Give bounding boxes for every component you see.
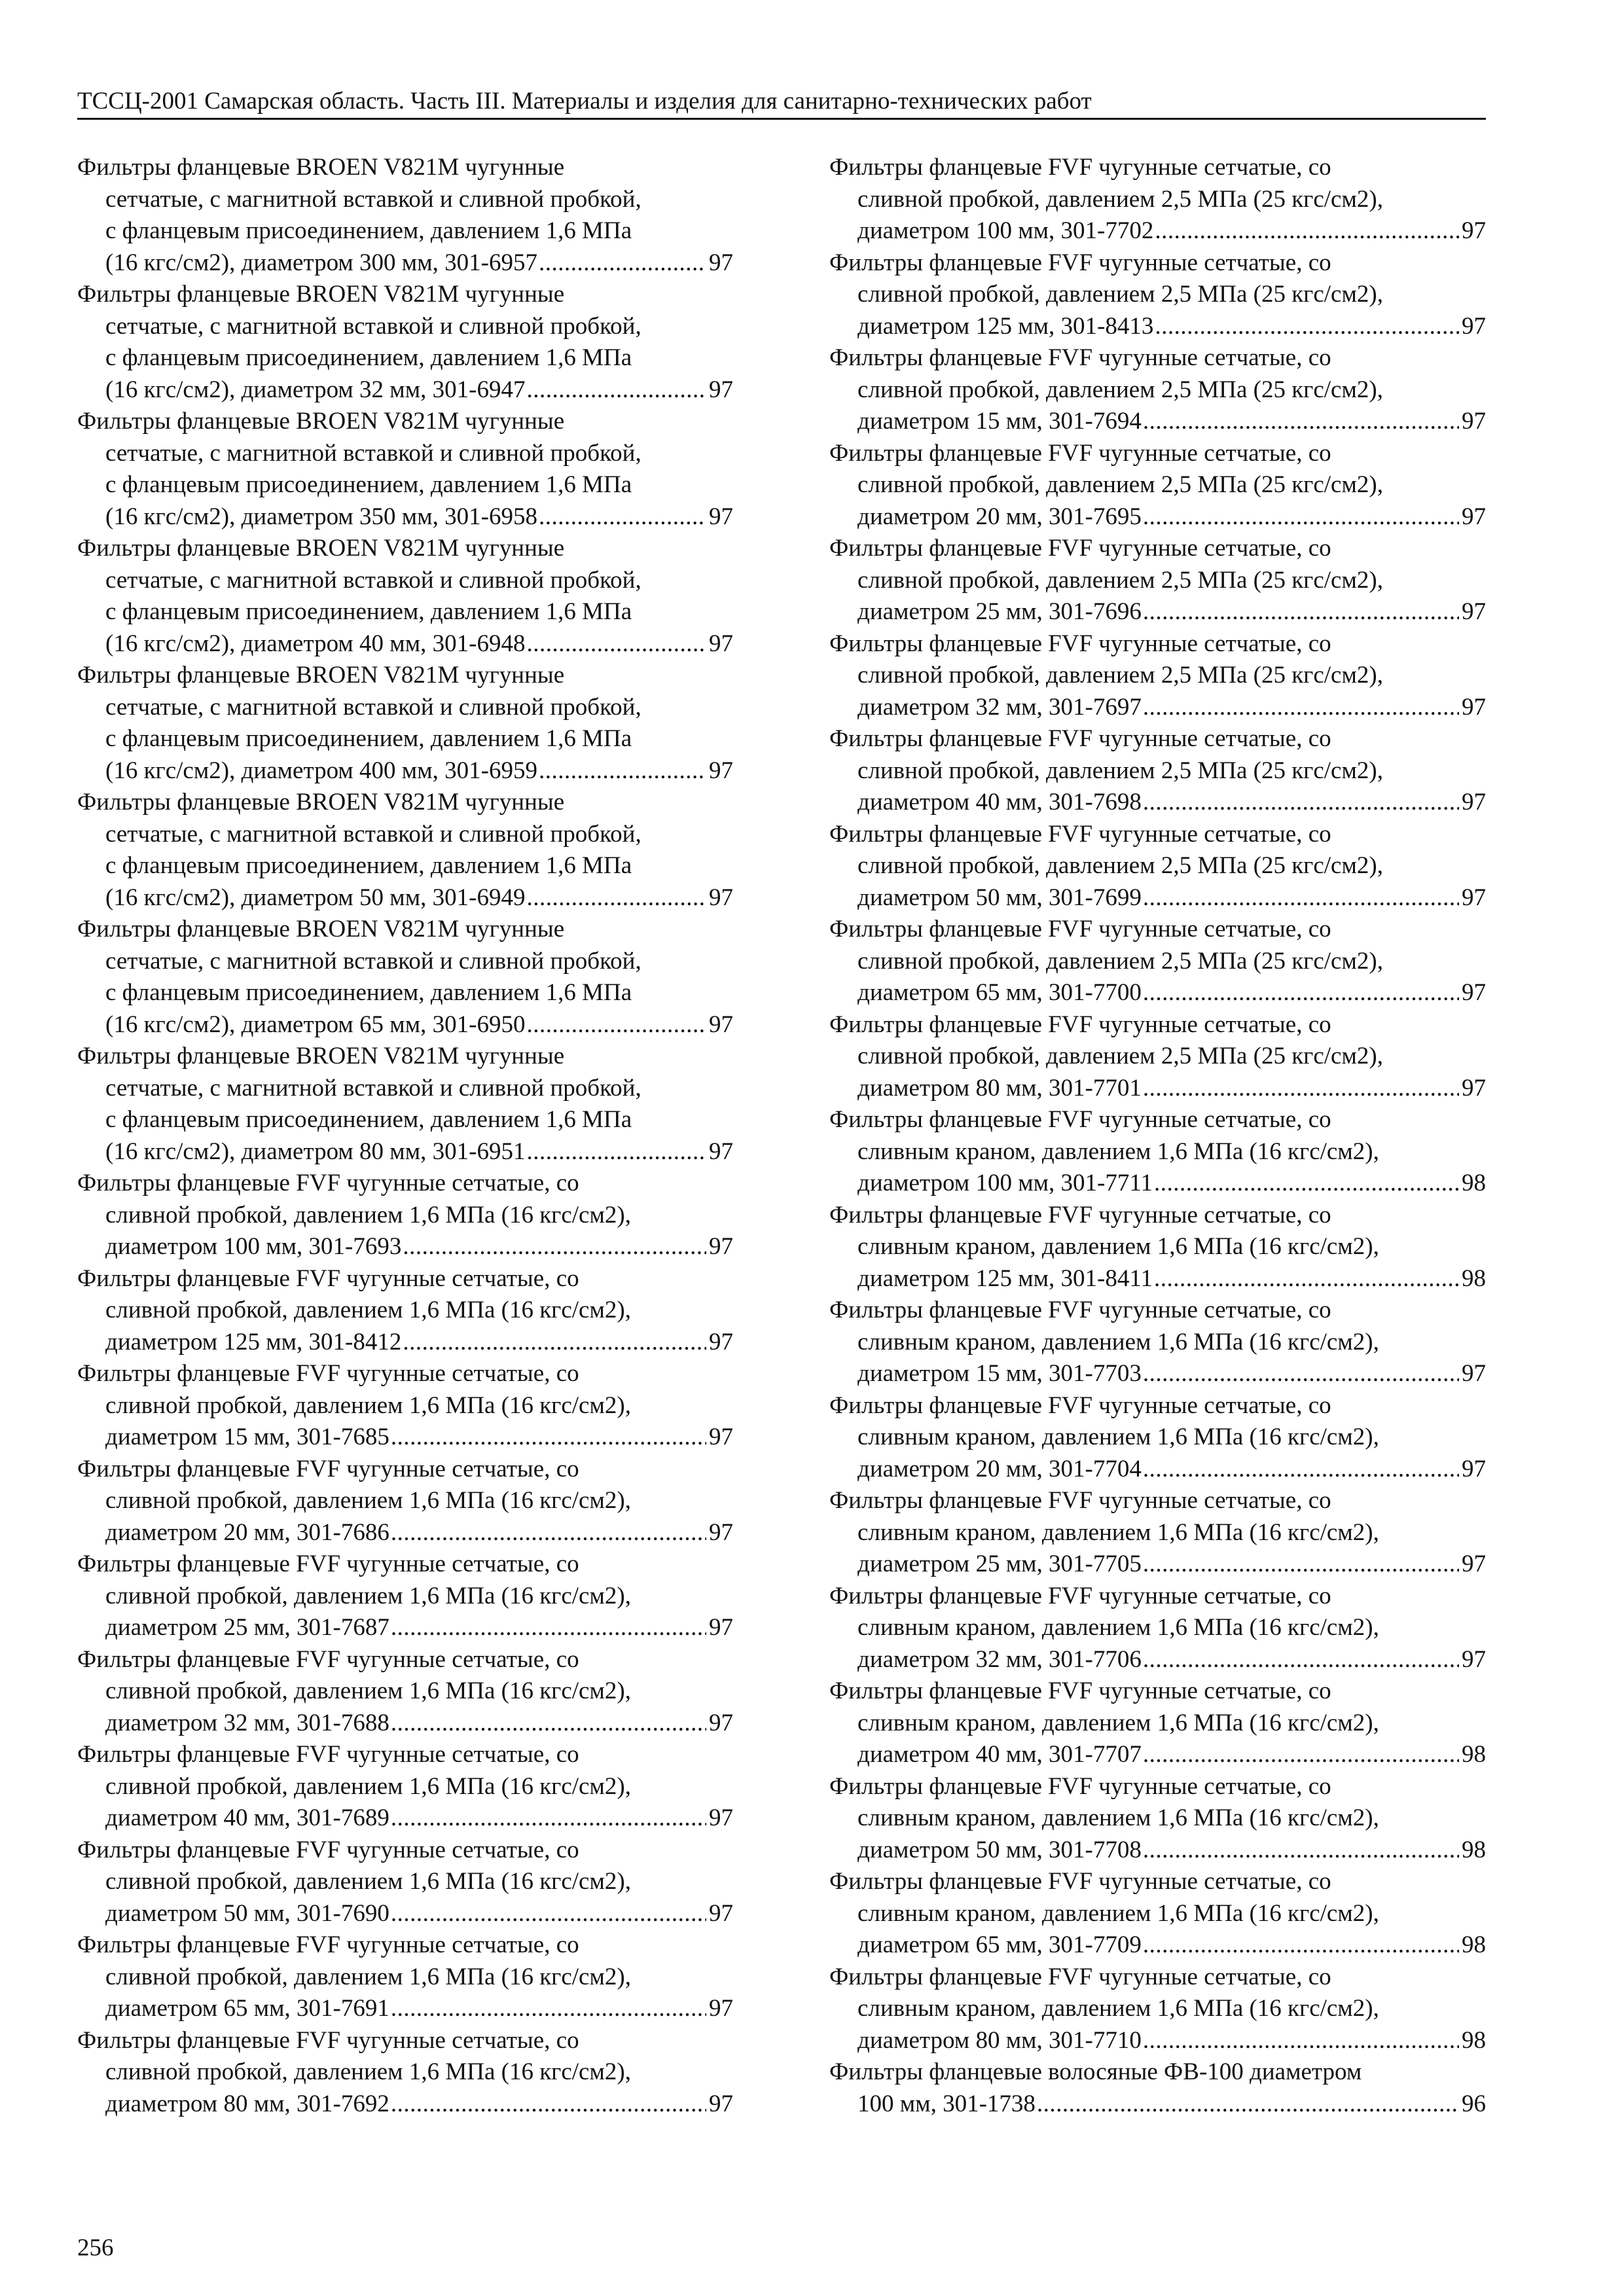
index-entry: [829, 914, 1486, 1009]
entry-code: диаметром 125 мм, 301-8413: [857, 312, 1154, 340]
entry-last-line: [829, 2089, 1486, 2121]
entry-code: диаметром 25 мм, 301-7696: [857, 598, 1142, 625]
entry-text-line: сливным краном, давлением 1,6 МПа (16 кгс/см2),: [857, 1233, 1379, 1260]
entry-title: Фильтры фланцевые BROEN V821M чугунные: [77, 662, 565, 689]
index-entry: [829, 533, 1486, 628]
entry-code: диаметром 25 мм, 301-7687: [105, 1614, 389, 1641]
index-entry: [77, 1041, 733, 1168]
entry-page-ref: 97: [709, 630, 733, 657]
entry-text-line: с фланцевым присоединением, давлением 1,6 МПа: [105, 217, 632, 244]
index-entry: [829, 1962, 1486, 2057]
entry-last-line: [77, 628, 733, 660]
entry-text-line: сливной пробкой, давлением 2,5 МПа (25 кгс/см2),: [857, 471, 1383, 498]
entry-last-line: [77, 1898, 733, 1930]
entry-text-line: с фланцевым присоединением, давлением 1,6 МПа: [105, 852, 632, 879]
index-entry: [77, 152, 733, 279]
entry-last-line: [829, 1739, 1486, 1771]
entry-text-line: сливной пробкой, давлением 2,5 МПа (25 кгс/см2),: [857, 566, 1383, 594]
dot-leader: [1143, 787, 1459, 819]
entry-page-ref: 97: [709, 884, 733, 911]
entry-title: Фильтры фланцевые FVF чугунные сетчатые, со: [829, 820, 1331, 848]
entry-text-line: сливной пробкой, давлением 1,6 МПа (16 кгс/см2),: [105, 1201, 631, 1229]
entry-title: Фильтры фланцевые FVF чугунные сетчатые, со: [77, 1836, 579, 1863]
entry-text-line: с фланцевым присоединением, давлением 1,6 МПа: [105, 471, 632, 498]
dot-leader: [526, 1136, 706, 1168]
entry-page-ref: 97: [709, 757, 733, 784]
entry-title: Фильтры фланцевые FVF чугунные сетчатые, со: [829, 1487, 1331, 1514]
entry-code: (16 кгс/см2), диаметром 80 мм, 301-6951: [105, 1138, 526, 1165]
entry-title: Фильтры фланцевые FVF чугунные сетчатые, со: [829, 344, 1331, 371]
entry-title: Фильтры фланцевые BROEN V821M чугунные: [77, 154, 565, 181]
entry-text-line: сливной пробкой, давлением 2,5 МПа (25 кгс/см2),: [857, 376, 1383, 403]
entry-page-ref: 97: [1462, 217, 1486, 244]
index-entry: [829, 2056, 1486, 2120]
entry-last-line: [77, 374, 733, 406]
index-entry: [77, 2025, 733, 2121]
entry-title: Фильтры фланцевые FVF чугунные сетчатые, со: [77, 1265, 579, 1292]
entry-last-line: [77, 501, 733, 533]
entry-code: диаметром 100 мм, 301-7693: [105, 1233, 402, 1260]
index-entry: [77, 914, 733, 1041]
entry-page-ref: 97: [709, 1424, 733, 1450]
entry-code: диаметром 25 мм, 301-7705: [857, 1551, 1142, 1577]
entry-last-line: [829, 1835, 1486, 1867]
entry-text-line: сливным краном, давлением 1,6 МПа (16 кгс/см2),: [857, 1995, 1379, 2022]
index-entry: [77, 1549, 733, 1644]
dot-leader: [526, 1009, 706, 1041]
entry-text-line: сливной пробкой, давлением 1,6 МПа (16 кгс/см2),: [105, 1963, 631, 1990]
entry-title: Фильтры фланцевые FVF чугунные сетчатые, со: [829, 1677, 1331, 1704]
entry-code: диаметром 65 мм, 301-7700: [857, 979, 1142, 1006]
entry-text-line: сливным краном, давлением 1,6 МПа (16 кгс/см2),: [857, 1424, 1379, 1450]
entry-title: Фильтры фланцевые BROEN V821M чугунные: [77, 281, 565, 308]
dot-leader: [526, 374, 706, 406]
entry-page-ref: 97: [1462, 789, 1486, 816]
dot-leader: [1143, 977, 1459, 1009]
entry-title: Фильтры фланцевые FVF чугунные сетчатые, со: [77, 1645, 579, 1673]
index-entry: [829, 1390, 1486, 1486]
entry-last-line: [829, 977, 1486, 1009]
entry-text-line: сетчатые, с магнитной вставкой и сливной пробкой,: [105, 947, 641, 975]
entry-last-line: [829, 311, 1486, 343]
dot-leader: [1155, 311, 1459, 343]
entry-text-line: сливной пробкой, давлением 2,5 МПа (25 кгс/см2),: [857, 662, 1383, 689]
entry-last-line: [829, 1929, 1486, 1962]
dot-leader: [391, 1708, 706, 1740]
entry-last-line: [77, 1517, 733, 1549]
index-entry: [829, 819, 1486, 914]
entry-page-ref: 97: [709, 249, 733, 276]
dot-leader: [1143, 1073, 1459, 1105]
entry-last-line: [829, 215, 1486, 247]
entry-page-ref: 97: [709, 376, 733, 403]
entry-text-line: с фланцевым присоединением, давлением 1,6 МПа: [105, 344, 632, 371]
entry-title: Фильтры фланцевые FVF чугунные сетчатые, со: [829, 535, 1331, 562]
entry-last-line: [829, 2025, 1486, 2057]
index-entry: [77, 1644, 733, 1740]
dot-leader: [391, 2089, 706, 2121]
index-entry: [77, 1263, 733, 1359]
dot-leader: [1143, 1929, 1459, 1962]
entry-code: диаметром 15 мм, 301-7685: [105, 1424, 389, 1450]
dot-leader: [539, 501, 706, 533]
entry-page-ref: 97: [1462, 598, 1486, 625]
entry-page-ref: 97: [1462, 693, 1486, 721]
dot-leader: [391, 1993, 706, 2025]
entry-title: Фильтры фланцевые BROEN V821M чугунные: [77, 916, 565, 942]
entry-last-line: [77, 1422, 733, 1454]
entry-code: (16 кгс/см2), диаметром 300 мм, 301-6957: [105, 249, 537, 276]
entry-last-line: [77, 1803, 733, 1835]
entry-page-ref: 97: [709, 2090, 733, 2117]
dot-leader: [1037, 2089, 1459, 2121]
entry-last-line: [77, 1612, 733, 1644]
entry-page-ref: 97: [709, 1995, 733, 2022]
entry-last-line: [77, 1136, 733, 1168]
entry-page-ref: 97: [709, 1518, 733, 1546]
entry-page-ref: 97: [1462, 979, 1486, 1006]
entry-last-line: [829, 787, 1486, 819]
index-entry: [77, 1358, 733, 1454]
entry-last-line: [77, 1708, 733, 1740]
entry-code: диаметром 125 мм, 301-8411: [857, 1265, 1153, 1292]
entry-page-ref: 97: [709, 1804, 733, 1831]
entry-text-line: сливной пробкой, давлением 1,6 МПа (16 кгс/см2),: [105, 1391, 631, 1419]
entry-title: Фильтры фланцевые FVF чугунные сетчатые, со: [829, 1963, 1331, 1990]
entry-last-line: [77, 1327, 733, 1359]
entry-last-line: [829, 406, 1486, 438]
entry-code: диаметром 15 мм, 301-7703: [857, 1360, 1142, 1387]
entry-text-line: сливной пробкой, давлением 2,5 МПа (25 кгс/см2),: [857, 1043, 1383, 1069]
entry-code: (16 кгс/см2), диаметром 32 мм, 301-6947: [105, 376, 526, 403]
index-entry: [829, 1104, 1486, 1200]
index-entry: [77, 1835, 733, 1930]
entry-page-ref: 97: [1462, 1360, 1486, 1387]
entry-page-ref: 97: [709, 1233, 733, 1260]
index-entry: [77, 1168, 733, 1263]
entry-title: Фильтры фланцевые FVF чугунные сетчатые, со: [77, 1455, 579, 1482]
index-entry: [77, 1739, 733, 1835]
entry-last-line: [829, 501, 1486, 533]
entry-last-line: [829, 596, 1486, 628]
index-entry: [829, 1009, 1486, 1105]
entry-text-line: с фланцевым присоединением, давлением 1,6 МПа: [105, 725, 632, 752]
entry-code: диаметром 100 мм, 301-7702: [857, 217, 1154, 244]
dot-leader: [1143, 1549, 1459, 1581]
entry-title: Фильтры фланцевые FVF чугунные сетчатые, со: [829, 1297, 1331, 1323]
entry-text-line: сливной пробкой, давлением 1,6 МПа (16 кгс/см2),: [105, 2058, 631, 2085]
dot-leader: [1143, 596, 1459, 628]
dot-leader: [526, 628, 706, 660]
entry-last-line: [829, 1358, 1486, 1390]
dot-leader: [1143, 501, 1459, 533]
entry-page-ref: 97: [1462, 408, 1486, 435]
entry-last-line: [829, 1263, 1486, 1295]
dot-leader: [1143, 406, 1459, 438]
entry-text-line: сетчатые, с магнитной вставкой и сливной пробкой,: [105, 1074, 641, 1102]
entry-text-line: с фланцевым присоединением, давлением 1,6 МПа: [105, 1106, 632, 1133]
entry-code: (16 кгс/см2), диаметром 50 мм, 301-6949: [105, 884, 526, 911]
entry-text-line: сливной пробкой, давлением 1,6 МПа (16 кгс/см2),: [105, 1297, 631, 1323]
entry-code: диаметром 65 мм, 301-7691: [105, 1995, 389, 2022]
entry-last-line: [829, 1549, 1486, 1581]
index-entry: [77, 1454, 733, 1549]
entry-page-ref: 97: [1462, 1455, 1486, 1482]
entry-page-ref: 97: [1462, 503, 1486, 530]
entry-text-line: с фланцевым присоединением, давлением 1,6 МПа: [105, 598, 632, 625]
entry-code: диаметром 50 мм, 301-7699: [857, 884, 1142, 911]
entry-code: диаметром 32 мм, 301-7706: [857, 1645, 1142, 1673]
dot-leader: [391, 1612, 706, 1644]
index-entry: [77, 406, 733, 533]
index-entry: [829, 1295, 1486, 1390]
entry-title: Фильтры фланцевые FVF чугунные сетчатые, со: [77, 1360, 579, 1387]
entry-code: диаметром 40 мм, 301-7698: [857, 789, 1142, 816]
entry-title: Фильтры фланцевые FVF чугунные сетчатые, со: [829, 1106, 1331, 1133]
dot-leader: [1154, 1168, 1459, 1200]
entry-page-ref: 97: [709, 1899, 733, 1927]
entry-last-line: [829, 882, 1486, 914]
entry-last-line: [829, 692, 1486, 724]
entry-title: Фильтры фланцевые FVF чугунные сетчатые, со: [77, 1741, 579, 1768]
entry-last-line: [77, 2089, 733, 2121]
entry-last-line: [829, 1168, 1486, 1200]
index-entry: [77, 787, 733, 914]
entry-code: диаметром 15 мм, 301-7694: [857, 408, 1142, 435]
index-entry: [829, 438, 1486, 533]
dot-leader: [1143, 1454, 1459, 1486]
entry-text-line: сетчатые, с магнитной вставкой и сливной пробкой,: [105, 439, 641, 467]
entry-code: диаметром 100 мм, 301-7711: [857, 1170, 1153, 1196]
entry-text-line: сливной пробкой, давлением 2,5 МПа (25 кгс/см2),: [857, 281, 1383, 308]
entry-title: Фильтры фланцевые BROEN V821M чугунные: [77, 1043, 565, 1069]
entry-title: Фильтры фланцевые FVF чугунные сетчатые, со: [77, 1170, 579, 1196]
entry-code: диаметром 80 мм, 301-7710: [857, 2026, 1142, 2054]
entry-page-ref: 96: [1462, 2090, 1486, 2117]
entry-title: Фильтры фланцевые FVF чугунные сетчатые, со: [829, 1868, 1331, 1895]
entry-code: диаметром 65 мм, 301-7709: [857, 1931, 1142, 1958]
index-entry: [77, 533, 733, 660]
entry-last-line: [77, 755, 733, 787]
entry-title: Фильтры фланцевые FVF чугунные сетчатые, со: [829, 249, 1331, 276]
entry-text-line: сливной пробкой, давлением 2,5 МПа (25 кгс/см2),: [857, 185, 1383, 213]
entry-title: Фильтры фланцевые FVF чугунные сетчатые, со: [829, 154, 1331, 181]
dot-leader: [1143, 1739, 1459, 1771]
entry-title: Фильтры фланцевые BROEN V821M чугунные: [77, 789, 565, 816]
entry-page-ref: 97: [1462, 1551, 1486, 1577]
entry-last-line: [77, 1993, 733, 2025]
entry-text-line: сетчатые, с магнитной вставкой и сливной пробкой,: [105, 693, 641, 721]
entry-text-line: сливным краном, давлением 1,6 МПа (16 кгс/см2),: [857, 1138, 1379, 1165]
entry-code: диаметром 50 мм, 301-7708: [857, 1836, 1142, 1863]
dot-leader: [1143, 1644, 1459, 1676]
entry-text-line: сетчатые, с магнитной вставкой и сливной пробкой,: [105, 185, 641, 213]
index-entry: [829, 247, 1486, 343]
entry-text-line: сетчатые, с магнитной вставкой и сливной пробкой,: [105, 312, 641, 340]
entry-code: диаметром 32 мм, 301-7697: [857, 693, 1142, 721]
entry-code: 100 мм, 301-1738: [857, 2090, 1036, 2117]
entry-title: Фильтры фланцевые FVF чугунные сетчатые, со: [829, 1772, 1331, 1800]
entry-code: диаметром 40 мм, 301-7689: [105, 1804, 389, 1831]
entry-page-ref: 98: [1462, 1265, 1486, 1292]
entry-text-line: сливной пробкой, давлением 2,5 МПа (25 кгс/см2),: [857, 852, 1383, 879]
entry-page-ref: 97: [709, 1614, 733, 1641]
dot-leader: [1143, 692, 1459, 724]
entry-page-ref: 97: [1462, 884, 1486, 911]
entry-title: Фильтры фланцевые BROEN V821M чугунные: [77, 408, 565, 435]
entry-title: Фильтры фланцевые FVF чугунные сетчатые, со: [829, 916, 1331, 942]
entry-title: Фильтры фланцевые FVF чугунные сетчатые, со: [829, 725, 1331, 752]
index-entry: [829, 628, 1486, 724]
dot-leader: [391, 1803, 706, 1835]
index-column-left: [77, 152, 733, 2120]
entry-last-line: [77, 1009, 733, 1041]
entry-text-line: сливным краном, давлением 1,6 МПа (16 кгс/см2),: [857, 1518, 1379, 1546]
entry-page-ref: 97: [709, 1709, 733, 1736]
entry-text-line: с фланцевым присоединением, давлением 1,6 МПа: [105, 979, 632, 1006]
entry-title: Фильтры фланцевые FVF чугунные сетчатые, со: [77, 2026, 579, 2054]
dot-leader: [391, 1517, 706, 1549]
entry-page-ref: 97: [709, 1138, 733, 1165]
entry-last-line: [77, 1231, 733, 1263]
dot-leader: [1154, 1263, 1459, 1295]
index-entry: [77, 1929, 733, 2025]
entry-title: Фильтры фланцевые волосяные ФВ-100 диаметром: [829, 2058, 1362, 2085]
entry-page-ref: 98: [1462, 1836, 1486, 1863]
index-entry: [829, 152, 1486, 247]
entry-code: (16 кгс/см2), диаметром 65 мм, 301-6950: [105, 1011, 526, 1038]
dot-leader: [1155, 215, 1459, 247]
dot-leader: [1143, 882, 1459, 914]
entry-page-ref: 98: [1462, 1931, 1486, 1958]
index-entry: [77, 279, 733, 406]
entry-text-line: сливной пробкой, давлением 2,5 МПа (25 кгс/см2),: [857, 947, 1383, 975]
dot-leader: [1143, 1358, 1459, 1390]
dot-leader: [1143, 2025, 1459, 2057]
dot-leader: [1143, 1835, 1459, 1867]
entry-page-ref: 97: [1462, 1645, 1486, 1673]
entry-text-line: сливным краном, давлением 1,6 МПа (16 кгс/см2),: [857, 1328, 1379, 1355]
entry-last-line: [829, 1073, 1486, 1105]
entry-title: Фильтры фланцевые FVF чугунные сетчатые, со: [829, 439, 1331, 467]
entry-text-line: сливной пробкой, давлением 1,6 МПа (16 кгс/см2),: [105, 1772, 631, 1800]
entry-page-ref: 98: [1462, 1741, 1486, 1768]
entry-code: диаметром 20 мм, 301-7686: [105, 1518, 389, 1546]
entry-page-ref: 97: [709, 503, 733, 530]
entry-code: диаметром 50 мм, 301-7690: [105, 1899, 389, 1927]
entry-code: диаметром 20 мм, 301-7695: [857, 503, 1142, 530]
index-entry: [77, 660, 733, 787]
entry-page-ref: 97: [1462, 1074, 1486, 1102]
entry-code: (16 кгс/см2), диаметром 350 мм, 301-6958: [105, 503, 537, 530]
entry-last-line: [829, 1454, 1486, 1486]
index-column-right: [829, 152, 1486, 2120]
entry-title: Фильтры фланцевые FVF чугунные сетчатые, со: [829, 1011, 1331, 1038]
dot-leader: [391, 1422, 706, 1454]
entry-code: (16 кгс/см2), диаметром 400 мм, 301-6959: [105, 757, 537, 784]
dot-leader: [526, 882, 706, 914]
entry-text-line: сливной пробкой, давлением 1,6 МПа (16 кгс/см2),: [105, 1868, 631, 1895]
entry-code: диаметром 32 мм, 301-7688: [105, 1709, 389, 1736]
dot-leader: [539, 247, 706, 279]
entry-code: диаметром 80 мм, 301-7692: [105, 2090, 389, 2117]
entry-last-line: [77, 247, 733, 279]
index-entry: [829, 1581, 1486, 1676]
entry-text-line: сливным краном, давлением 1,6 МПа (16 кгс/см2),: [857, 1614, 1379, 1641]
entry-page-ref: 98: [1462, 1170, 1486, 1196]
entry-title: Фильтры фланцевые FVF чугунные сетчатые, со: [77, 1931, 579, 1958]
entry-page-ref: 97: [709, 1328, 733, 1355]
index-entry: [829, 1200, 1486, 1295]
entry-page-ref: 98: [1462, 2026, 1486, 2054]
entry-code: (16 кгс/см2), диаметром 40 мм, 301-6948: [105, 630, 526, 657]
entry-title: Фильтры фланцевые FVF чугунные сетчатые, со: [77, 1551, 579, 1577]
entry-text-line: сливным краном, давлением 1,6 МПа (16 кгс/см2),: [857, 1804, 1379, 1831]
index-entry: [829, 1866, 1486, 1962]
index-entry: [829, 342, 1486, 438]
index-entry: [829, 1771, 1486, 1867]
entry-text-line: сетчатые, с магнитной вставкой и сливной пробкой,: [105, 820, 641, 848]
running-header: ТССЦ-2001 Самарская область. Часть III. Материалы и изделия для санитарно-технических работ: [77, 86, 1486, 120]
entry-page-ref: 97: [709, 1011, 733, 1038]
entry-last-line: [829, 1644, 1486, 1676]
dot-leader: [403, 1231, 706, 1263]
entry-text-line: сливной пробкой, давлением 1,6 МПа (16 кгс/см2),: [105, 1582, 631, 1609]
entry-text-line: сливным краном, давлением 1,6 МПа (16 кгс/см2),: [857, 1899, 1379, 1927]
dot-leader: [403, 1327, 706, 1359]
entry-title: Фильтры фланцевые FVF чугунные сетчатые, со: [829, 1582, 1331, 1609]
entry-code: диаметром 20 мм, 301-7704: [857, 1455, 1142, 1482]
entry-code: диаметром 80 мм, 301-7701: [857, 1074, 1142, 1102]
entry-text-line: сетчатые, с магнитной вставкой и сливной пробкой,: [105, 566, 641, 594]
entry-text-line: сливной пробкой, давлением 2,5 МПа (25 кгс/см2),: [857, 757, 1383, 784]
entry-title: Фильтры фланцевые FVF чугунные сетчатые, со: [829, 1391, 1331, 1419]
entry-text-line: сливной пробкой, давлением 1,6 МПа (16 кгс/см2),: [105, 1487, 631, 1514]
page-number: 256: [77, 2234, 114, 2261]
entry-title: Фильтры фланцевые BROEN V821M чугунные: [77, 535, 565, 562]
dot-leader: [391, 1898, 706, 1930]
index-entry: [829, 723, 1486, 819]
entry-last-line: [77, 882, 733, 914]
entry-code: диаметром 125 мм, 301-8412: [105, 1328, 402, 1355]
entry-code: диаметром 40 мм, 301-7707: [857, 1741, 1142, 1768]
index-entry: [829, 1676, 1486, 1771]
entry-title: Фильтры фланцевые FVF чугунные сетчатые, со: [829, 1201, 1331, 1229]
dot-leader: [539, 755, 706, 787]
index-entry: [829, 1485, 1486, 1581]
entry-text-line: сливным краном, давлением 1,6 МПа (16 кгс/см2),: [857, 1709, 1379, 1736]
entry-title: Фильтры фланцевые FVF чугунные сетчатые, со: [829, 630, 1331, 657]
entry-text-line: сливной пробкой, давлением 1,6 МПа (16 кгс/см2),: [105, 1677, 631, 1704]
entry-page-ref: 97: [1462, 312, 1486, 340]
